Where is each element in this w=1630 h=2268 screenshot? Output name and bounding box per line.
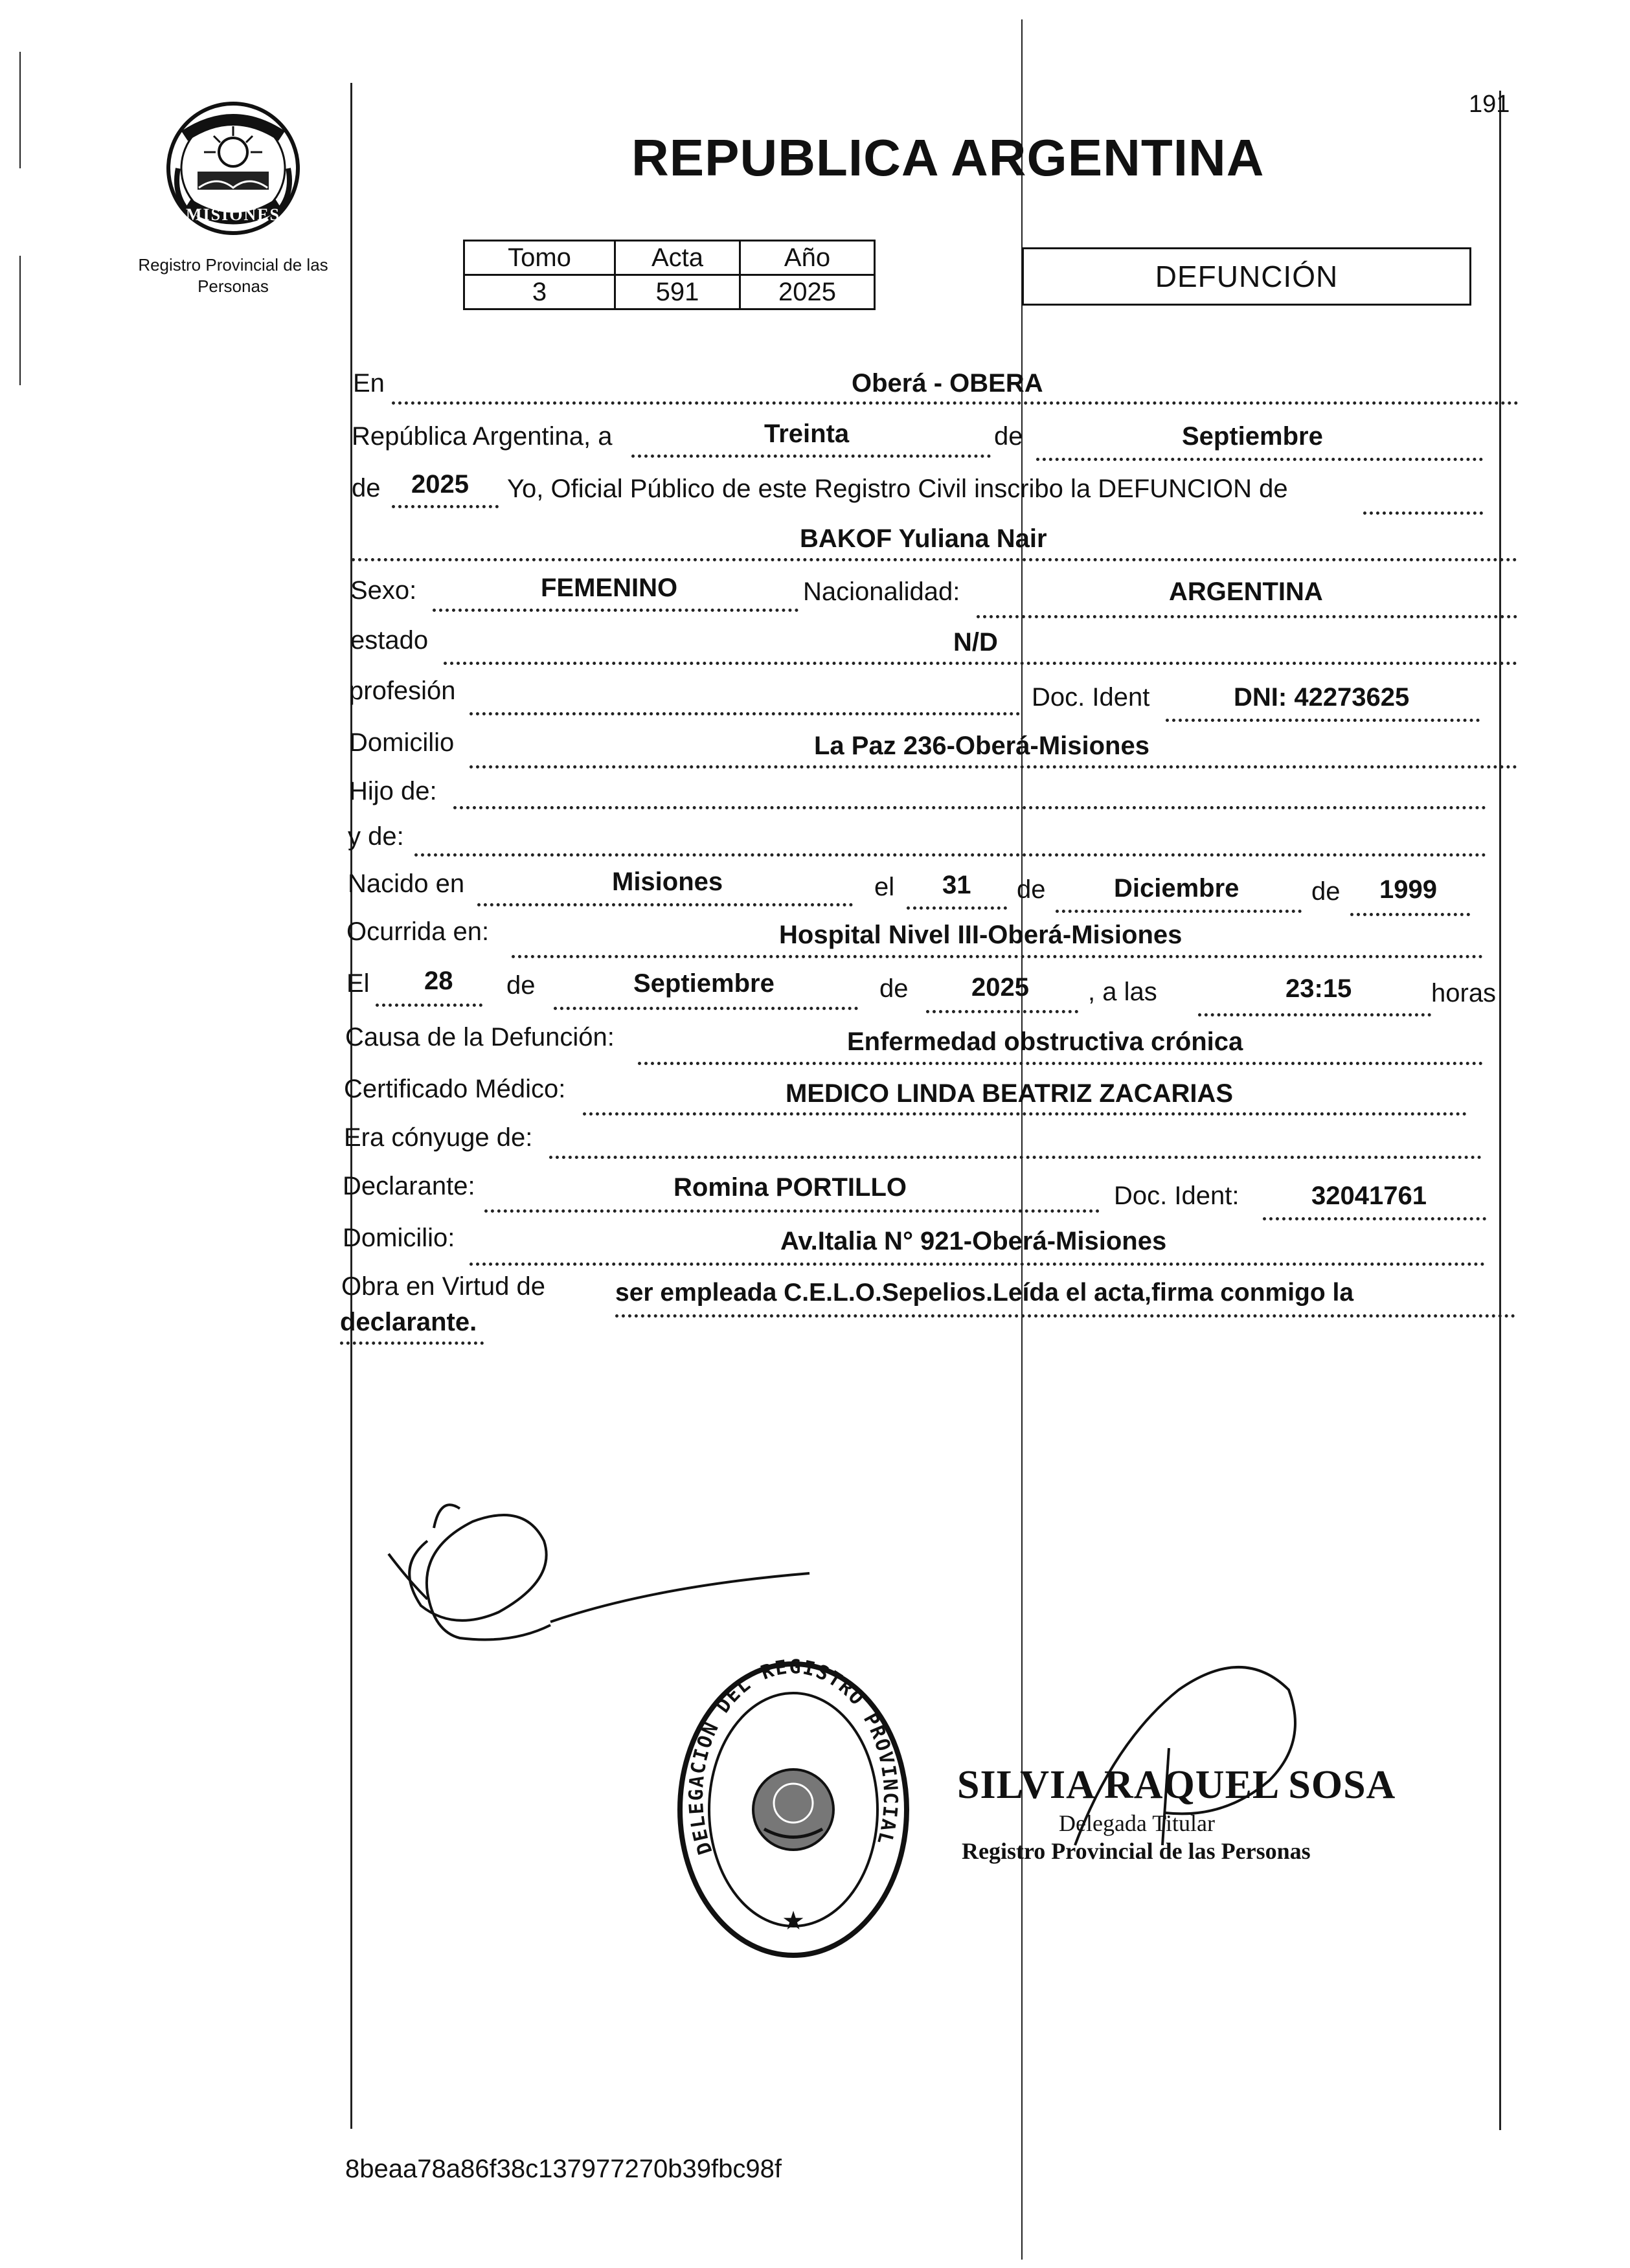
page-number: 191: [1469, 91, 1510, 118]
dotted-line: [470, 1263, 1485, 1266]
value-deceased-name: BAKOF Yuliana Nair: [800, 524, 1047, 553]
value-death-month: Septiembre: [633, 969, 775, 998]
value-cause: Enfermedad obstructiva crónica: [847, 1027, 1243, 1056]
edge-mark-mid: [19, 256, 21, 385]
label-declarante: Declarante:: [343, 1172, 475, 1200]
label-y-de: y de:: [348, 822, 404, 851]
label-hijo-de: Hijo de:: [349, 777, 437, 805]
table-cell-tomo: 3: [464, 275, 615, 309]
document-hash: 8beaa78a86f38c137977270b39fbc98f: [345, 2155, 782, 2183]
label-ocurrida-en: Ocurrida en:: [346, 917, 490, 946]
value-address: La Paz 236-Oberá-Misiones: [814, 732, 1149, 760]
label-de-death-year: de: [879, 974, 909, 1003]
value-death-time: 23:15: [1285, 974, 1352, 1003]
edge-mark-top: [19, 52, 21, 168]
table-row: [464, 275, 875, 309]
table-header-tomo: Tomo: [464, 241, 615, 275]
label-de: de: [994, 422, 1023, 451]
label-obra: Obra en Virtud de: [341, 1272, 546, 1301]
value-death-day: 28: [424, 967, 453, 995]
label-de-death-month: de: [506, 971, 536, 1000]
official-stamp-role: Delegada Titular: [1059, 1810, 1215, 1836]
table-cell-anio: 2025: [740, 275, 875, 309]
value-dni: DNI: 42273625: [1234, 683, 1410, 712]
svg-text:★: ★: [782, 1907, 805, 1935]
label-yo-oficial: Yo, Oficial Público de este Registro Civil inscribo la DEFUNCION de: [507, 475, 1288, 503]
label-conyuge: Era cónyuge de:: [344, 1123, 533, 1152]
dotted-line: [554, 1007, 858, 1010]
label-republica: República Argentina, a: [352, 422, 613, 451]
value-birth-year: 1999: [1379, 875, 1437, 904]
dotted-line: [1036, 458, 1483, 461]
value-nationality: ARGENTINA: [1169, 578, 1323, 606]
value-sex: FEMENINO: [541, 574, 678, 602]
dotted-line: [376, 1004, 482, 1007]
dotted-line: [512, 955, 1483, 958]
emblem-icon: [159, 97, 308, 240]
dotted-line: [470, 712, 1020, 715]
label-doc-ident-declarant: Doc. Ident:: [1114, 1182, 1239, 1210]
dotted-line: [392, 505, 499, 508]
page-title: REPUBLICA ARGENTINA: [631, 129, 1265, 186]
delegation-stamp: [674, 1657, 913, 1962]
dotted-line: [907, 906, 1007, 910]
dotted-line: [477, 903, 853, 906]
value-obra-line2: declarante.: [340, 1308, 477, 1336]
label-estado: estado: [350, 626, 429, 655]
value-obra-line1: ser empleada C.E.L.O.Sepelios.Leída el acta,firma conmigo la: [615, 1279, 1354, 1307]
label-de-birth-year: de: [1311, 877, 1341, 906]
table-header-acta: Acta: [615, 241, 740, 275]
dotted-line: [414, 853, 1486, 857]
value-day-text: Treinta: [764, 420, 850, 448]
dotted-line: [1263, 1217, 1486, 1220]
value-year: 2025: [411, 470, 469, 499]
dotted-line: [926, 1010, 1078, 1013]
value-birth-place: Misiones: [612, 868, 723, 896]
dotted-line: [1166, 719, 1480, 722]
value-place: Oberá - OBERA: [852, 369, 1043, 398]
value-civil-status: N/D: [953, 628, 998, 657]
label-en: En: [353, 369, 385, 398]
dotted-line: [549, 1156, 1482, 1159]
dotted-line: [392, 401, 1519, 405]
act-reference-table: [463, 240, 876, 310]
record-type-box: DEFUNCIÓN: [1022, 247, 1471, 306]
value-declarant-address: Av.Italia N° 921-Oberá-Misiones: [780, 1227, 1167, 1255]
table-cell-acta: 591: [615, 275, 740, 309]
label-doc-ident: Doc. Ident: [1032, 683, 1150, 712]
value-declarant-name: Romina PORTILLO: [674, 1173, 907, 1202]
official-stamp-name: SILVIA RAQUEL SOSA: [957, 1763, 1396, 1807]
dotted-line: [615, 1314, 1515, 1318]
dotted-line: [1056, 910, 1302, 913]
label-profesion: profesión: [349, 677, 456, 705]
dotted-line: [1198, 1013, 1431, 1016]
dotted-line: [470, 765, 1517, 769]
label-domicilio: Domicilio: [349, 728, 455, 757]
label-el-death: El: [346, 969, 370, 998]
label-horas: horas: [1431, 979, 1497, 1007]
value-month: Septiembre: [1182, 422, 1323, 451]
value-occurred-in: Hospital Nivel III-Oberá-Misiones: [779, 921, 1183, 949]
right-border-line: [1499, 91, 1501, 2130]
dotted-line: [638, 1062, 1483, 1065]
label-sexo: Sexo:: [350, 576, 417, 605]
label-de-birth-month: de: [1017, 875, 1046, 904]
dotted-line: [444, 662, 1517, 665]
value-birth-day: 31: [942, 871, 971, 899]
label-domicilio-declarant: Domicilio:: [343, 1224, 455, 1252]
declarant-signature: [382, 1483, 835, 1651]
left-border-line: [350, 83, 352, 2129]
table-row: [464, 241, 875, 275]
dotted-line: [583, 1112, 1467, 1116]
province-emblem: [159, 97, 308, 240]
official-stamp-org: Registro Provincial de las Personas: [962, 1838, 1311, 1864]
value-medical-certificate: MEDICO LINDA BEATRIZ ZACARIAS: [786, 1079, 1234, 1108]
dotted-line: [1350, 913, 1470, 916]
label-el-birth: el: [874, 873, 895, 901]
dotted-line: [433, 609, 798, 612]
stamp-round-text: DELEGACION DEL REGISTRO PROVINCIAL: [685, 1657, 902, 1858]
value-birth-month: Diciembre: [1114, 874, 1239, 903]
dotted-line: [1363, 511, 1483, 515]
dotted-line: [977, 615, 1517, 618]
label-nacionalidad: Nacionalidad:: [803, 578, 960, 606]
label-de-year: de: [352, 474, 381, 502]
table-header-anio: Año: [740, 241, 875, 275]
dotted-line: [484, 1209, 1100, 1213]
value-declarant-doc: 32041761: [1311, 1182, 1427, 1210]
dotted-line: [453, 806, 1486, 809]
center-fold-line: [1021, 19, 1023, 2260]
dotted-line: [631, 455, 991, 458]
dotted-line: [340, 1342, 484, 1345]
value-death-year: 2025: [971, 973, 1029, 1002]
label-causa: Causa de la Defunción:: [345, 1023, 615, 1051]
registry-label: Registro Provincial de las Personas: [138, 255, 328, 296]
label-certificado: Certificado Médico:: [344, 1075, 566, 1103]
label-nacido-en: Nacido en: [348, 870, 465, 898]
svg-text:MISIONES: MISIONES: [185, 205, 281, 224]
dotted-line: [352, 558, 1517, 561]
label-a-las: , a las: [1088, 978, 1157, 1006]
